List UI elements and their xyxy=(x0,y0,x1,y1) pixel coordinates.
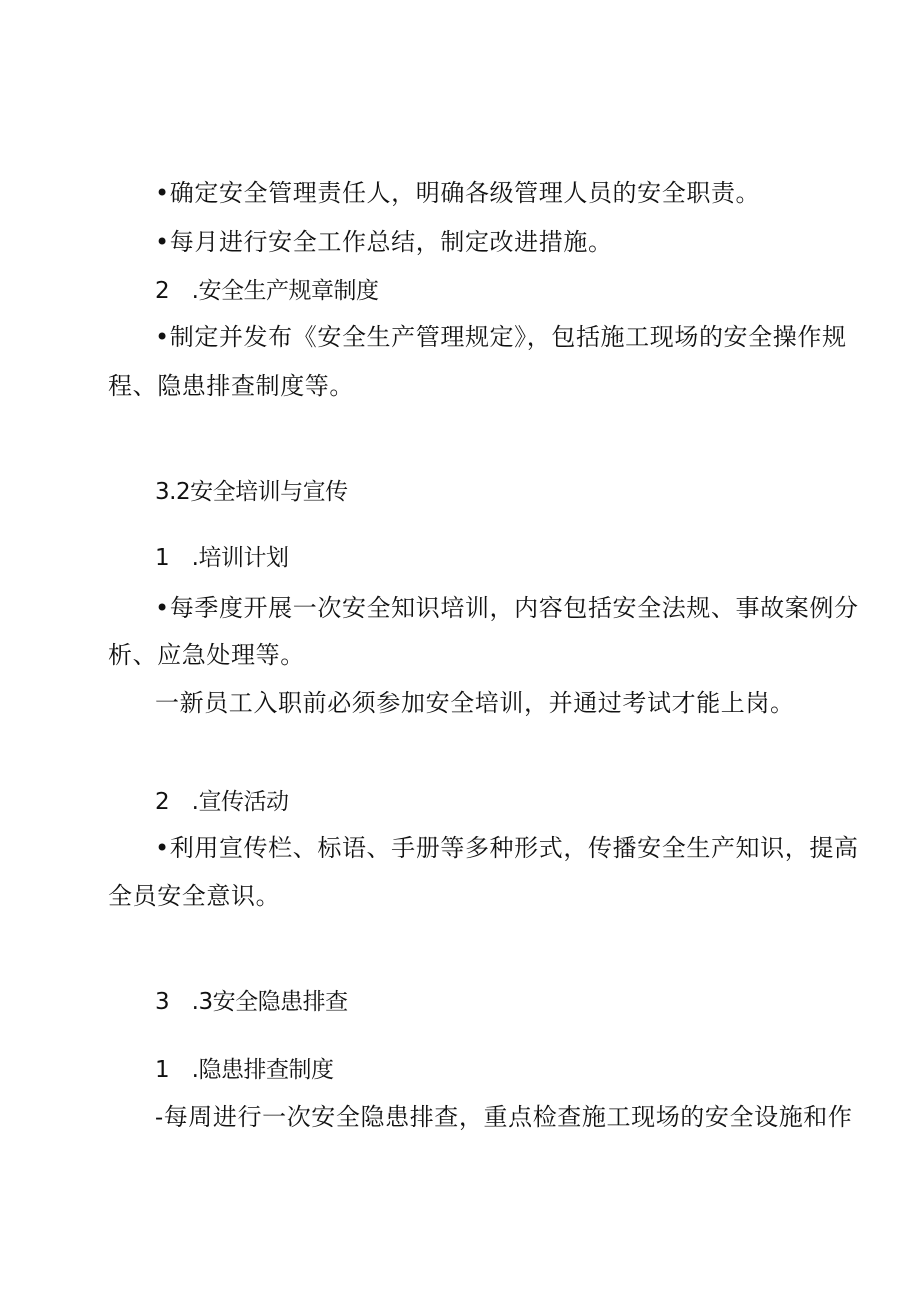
paragraph-continuation: 程、隐患排查制度等。 xyxy=(108,372,354,400)
paragraph-continuation: 全员安全意识。 xyxy=(108,882,281,910)
section-heading-training-plan: 1 .培训计划 xyxy=(155,545,289,571)
bullet-new-employee-training: 一新员工入职前必须参加安全培训，并通过考试才能上岗。 xyxy=(155,689,795,717)
section-heading-training-publicity: 3.2安全培训与宣传 xyxy=(155,479,348,505)
bullet-regulations-release: •制定并发布《安全生产管理规定》，包括施工现场的安全操作规 xyxy=(155,323,847,351)
paragraph-continuation: 析、应急处理等。 xyxy=(108,641,305,669)
bullet-monthly-summary: •每月进行安全工作总结，制定改进措施。 xyxy=(155,228,613,256)
bullet-publicity-forms: •利用宣传栏、标语、手册等多种形式，传播安全生产知识，提高 xyxy=(155,834,859,862)
bullet-safety-responsible: •确定安全管理责任人，明确各级管理人员的安全职责。 xyxy=(155,179,761,207)
section-heading-inspection-system: 1 .隐患排查制度 xyxy=(155,1057,334,1083)
bullet-quarterly-training: •每季度开展一次安全知识培训，内容包括安全法规、事故案例分 xyxy=(155,594,859,622)
bullet-weekly-inspection: -每周进行一次安全隐患排查，重点检查施工现场的安全设施和作 xyxy=(155,1103,853,1131)
section-heading-regulations: 2 .安全生产规章制度 xyxy=(155,278,379,304)
section-heading-hazard-inspection: 3 .3安全隐患排查 xyxy=(155,989,348,1015)
section-heading-publicity: 2 .宣传活动 xyxy=(155,789,289,815)
